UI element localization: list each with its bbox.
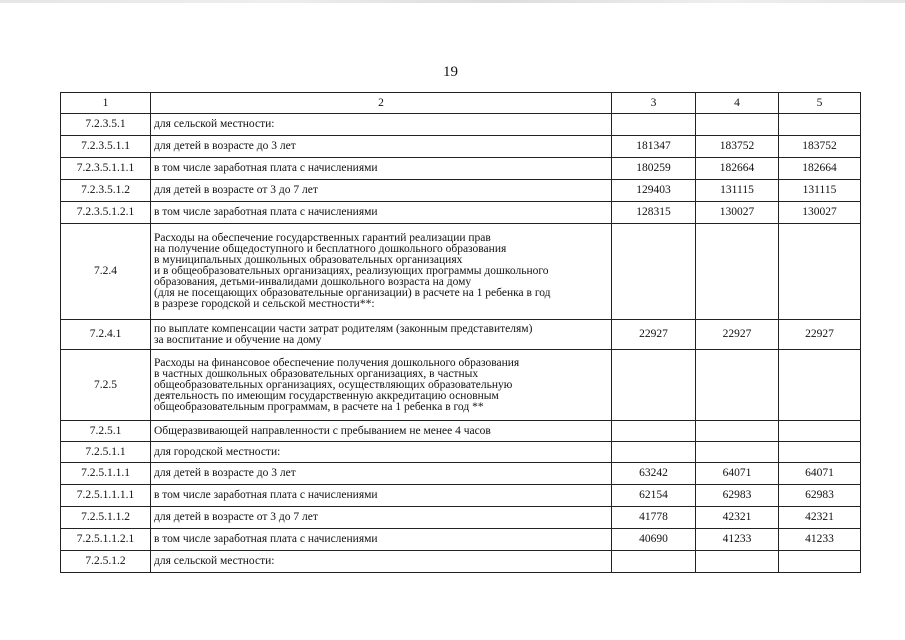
row-value-5: 42321 [779, 507, 861, 529]
table-row [61, 224, 861, 320]
row-description: для сельской местности: [151, 551, 612, 573]
row-code: 7.2.4 [61, 224, 151, 320]
row-value-5: 182664 [779, 158, 861, 180]
row-value-5 [779, 224, 861, 320]
row-code: 7.2.5.1 [61, 421, 151, 442]
row-description: в том числе заработная плата с начислениями [151, 529, 612, 551]
row-code: 7.2.3.5.1.2 [61, 180, 151, 202]
table-row [61, 463, 861, 485]
row-value-3: 63242 [612, 463, 696, 485]
row-description: для детей в возрасте до 3 лет [151, 463, 612, 485]
row-value-5: 22927 [779, 320, 861, 350]
row-value-3 [612, 551, 696, 573]
row-value-4: 183752 [696, 136, 779, 158]
row-code: 7.2.3.5.1 [61, 114, 151, 136]
row-code: 7.2.4.1 [61, 320, 151, 350]
row-value-3: 181347 [612, 136, 696, 158]
row-value-3: 180259 [612, 158, 696, 180]
row-value-3: 129403 [612, 180, 696, 202]
row-description: Расходы на обеспечение государственных гарантий реализации прав на получение общедоступного и бесплатного дошкольного образования в муниципальных дошкольных образовательных организациях и в общеобразовательных организациях, реализующих программы дошкольного образования, детьми-инвалидами дошкольного возраста на дому (для не посещающих образовательные организации) в расчете на 1 ребенка в год в разрезе городской и сельской местности**: [151, 224, 612, 320]
row-code: 7.2.5.1.1.1.1 [61, 485, 151, 507]
table-row [61, 158, 861, 180]
page-number: 19 [443, 64, 458, 80]
row-value-4: 64071 [696, 463, 779, 485]
row-value-5 [779, 421, 861, 442]
row-description: Расходы на финансовое обеспечение получения дошкольного образования в частных дошкольных образовательных организациях, в частных общеобразовательных организациях, осуществляющих образовательную деятельность по имеющим государственную аккредитацию основным общеобразовательным программам, в расчете на 1 ребенка в год ** [151, 350, 612, 421]
row-description: в том числе заработная плата с начислениями [151, 158, 612, 180]
row-value-5 [779, 442, 861, 463]
header-cell-1: 1 [61, 93, 151, 114]
scan-edge [0, 0, 905, 3]
row-description: для детей в возрасте от 3 до 7 лет [151, 180, 612, 202]
header-cell-5: 5 [779, 93, 861, 114]
table-row [61, 180, 861, 202]
row-value-4 [696, 442, 779, 463]
row-value-5 [779, 551, 861, 573]
row-code: 7.2.5.1.1.1 [61, 463, 151, 485]
row-description: для детей в возрасте от 3 до 7 лет [151, 507, 612, 529]
row-code: 7.2.5.1.2 [61, 551, 151, 573]
row-value-5 [779, 114, 861, 136]
header-cell-4: 4 [696, 93, 779, 114]
table-row [61, 421, 861, 442]
row-code: 7.2.5.1.1.2.1 [61, 529, 151, 551]
row-value-4: 131115 [696, 180, 779, 202]
row-description: для сельской местности: [151, 114, 612, 136]
row-code: 7.2.3.5.1.1.1 [61, 158, 151, 180]
row-description: в том числе заработная плата с начислениями [151, 485, 612, 507]
row-value-4: 130027 [696, 202, 779, 224]
table-row [61, 529, 861, 551]
row-value-3 [612, 421, 696, 442]
row-value-4: 42321 [696, 507, 779, 529]
row-description: по выплате компенсации части затрат родителям (законным представителям) за воспитание и обучение на дому [151, 320, 612, 350]
row-value-5: 41233 [779, 529, 861, 551]
table-row [61, 442, 861, 463]
row-value-3: 40690 [612, 529, 696, 551]
row-value-3: 41778 [612, 507, 696, 529]
row-value-3: 62154 [612, 485, 696, 507]
row-value-4: 41233 [696, 529, 779, 551]
row-value-5: 64071 [779, 463, 861, 485]
row-code: 7.2.3.5.1.2.1 [61, 202, 151, 224]
row-description: в том числе заработная плата с начислениями [151, 202, 612, 224]
table-row [61, 350, 861, 421]
header-cell-2: 2 [151, 93, 612, 114]
table-row [61, 320, 861, 350]
table-header-row [61, 93, 861, 114]
row-description: для детей в возрасте до 3 лет [151, 136, 612, 158]
row-code: 7.2.5 [61, 350, 151, 421]
row-value-5: 62983 [779, 485, 861, 507]
row-value-4: 62983 [696, 485, 779, 507]
row-value-5: 131115 [779, 180, 861, 202]
row-description: для городской местности: [151, 442, 612, 463]
row-value-5: 130027 [779, 202, 861, 224]
table-row [61, 485, 861, 507]
row-value-4 [696, 224, 779, 320]
table-row [61, 202, 861, 224]
row-value-4 [696, 114, 779, 136]
table-row [61, 551, 861, 573]
row-description: Общеразвивающей направленности с пребыванием не менее 4 часов [151, 421, 612, 442]
row-value-4: 182664 [696, 158, 779, 180]
row-value-4: 22927 [696, 320, 779, 350]
row-value-3 [612, 442, 696, 463]
row-value-5 [779, 350, 861, 421]
row-code: 7.2.3.5.1.1 [61, 136, 151, 158]
budget-table [60, 92, 861, 573]
row-value-3 [612, 224, 696, 320]
row-value-3 [612, 350, 696, 421]
row-value-4 [696, 551, 779, 573]
row-code: 7.2.5.1.1.2 [61, 507, 151, 529]
row-value-5: 183752 [779, 136, 861, 158]
row-value-3: 128315 [612, 202, 696, 224]
header-cell-3: 3 [612, 93, 696, 114]
row-code: 7.2.5.1.1 [61, 442, 151, 463]
table-row [61, 507, 861, 529]
table-row [61, 114, 861, 136]
row-value-3 [612, 114, 696, 136]
row-value-3: 22927 [612, 320, 696, 350]
table-row [61, 136, 861, 158]
row-value-4 [696, 421, 779, 442]
row-value-4 [696, 350, 779, 421]
